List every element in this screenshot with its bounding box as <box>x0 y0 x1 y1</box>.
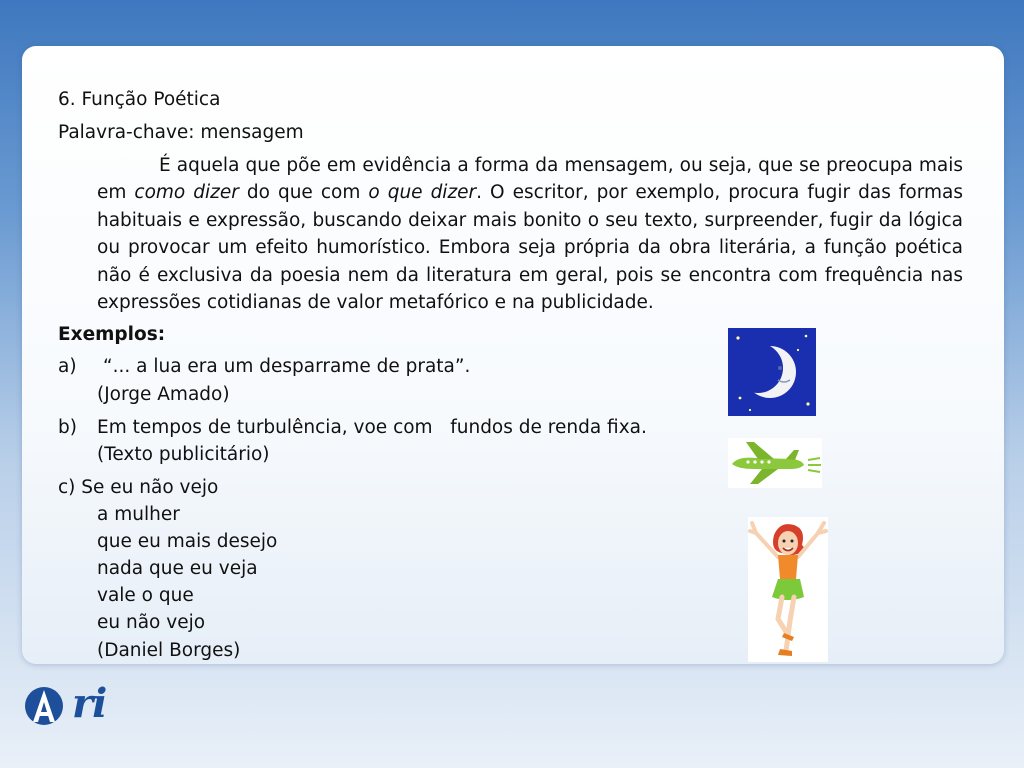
paragraph-text-1: É aquela que põe em evidência a forma da mensagem, ou seja, que se preocupa mais em <box>97 155 963 204</box>
paragraph-emphasis-1: como dizer <box>134 182 239 204</box>
poem-line: vale o que <box>97 585 194 606</box>
poem-line: que eu mais desejo <box>97 531 278 552</box>
examples-label: Exemplos: <box>58 324 166 345</box>
example-a-marker: a) <box>58 356 77 377</box>
poem-line: eu não vejo <box>97 612 206 633</box>
example-b-source: (Texto publicitário) <box>97 444 270 465</box>
paragraph-text-3: . O escritor, por exemplo, procura fugir das formas habituais e expressão, buscando deixar mais bonito o seu texto, surpreender, fugir da lógica ou provocar um efeito humorístico. Embora seja própria da obra literária, a função poética não é exclusiva da poesia nem da literatura em geral, pois se encontra com frequência nas expressões cotidianas de valor metafórico e na publicidade. <box>97 182 963 314</box>
moon-icon <box>728 328 816 416</box>
definition-paragraph <box>97 152 963 316</box>
logo-text: ri <box>72 680 107 727</box>
example-c-first-line: c) Se eu não vejo <box>58 477 219 498</box>
example-a-text: “... a lua era um desparrame de prata”. <box>103 356 471 377</box>
paragraph-text-2: do que com <box>238 182 369 204</box>
keyword-line: Palavra-chave: mensagem <box>58 122 304 143</box>
poem-source: (Daniel Borges) <box>97 640 241 661</box>
example-b-marker: b) <box>58 417 77 438</box>
paragraph-emphasis-2: o que dizer <box>368 182 477 204</box>
poem-line: a mulher <box>97 504 180 525</box>
section-heading: 6. Função Poética <box>58 89 221 110</box>
dancing-girl-icon <box>748 517 828 662</box>
poem-line: nada que eu veja <box>97 558 258 579</box>
airplane-icon <box>728 438 822 488</box>
example-b-text: Em tempos de turbulência, voe com fundos de renda fixa. <box>97 417 647 438</box>
example-a-source: (Jorge Amado) <box>97 384 230 405</box>
